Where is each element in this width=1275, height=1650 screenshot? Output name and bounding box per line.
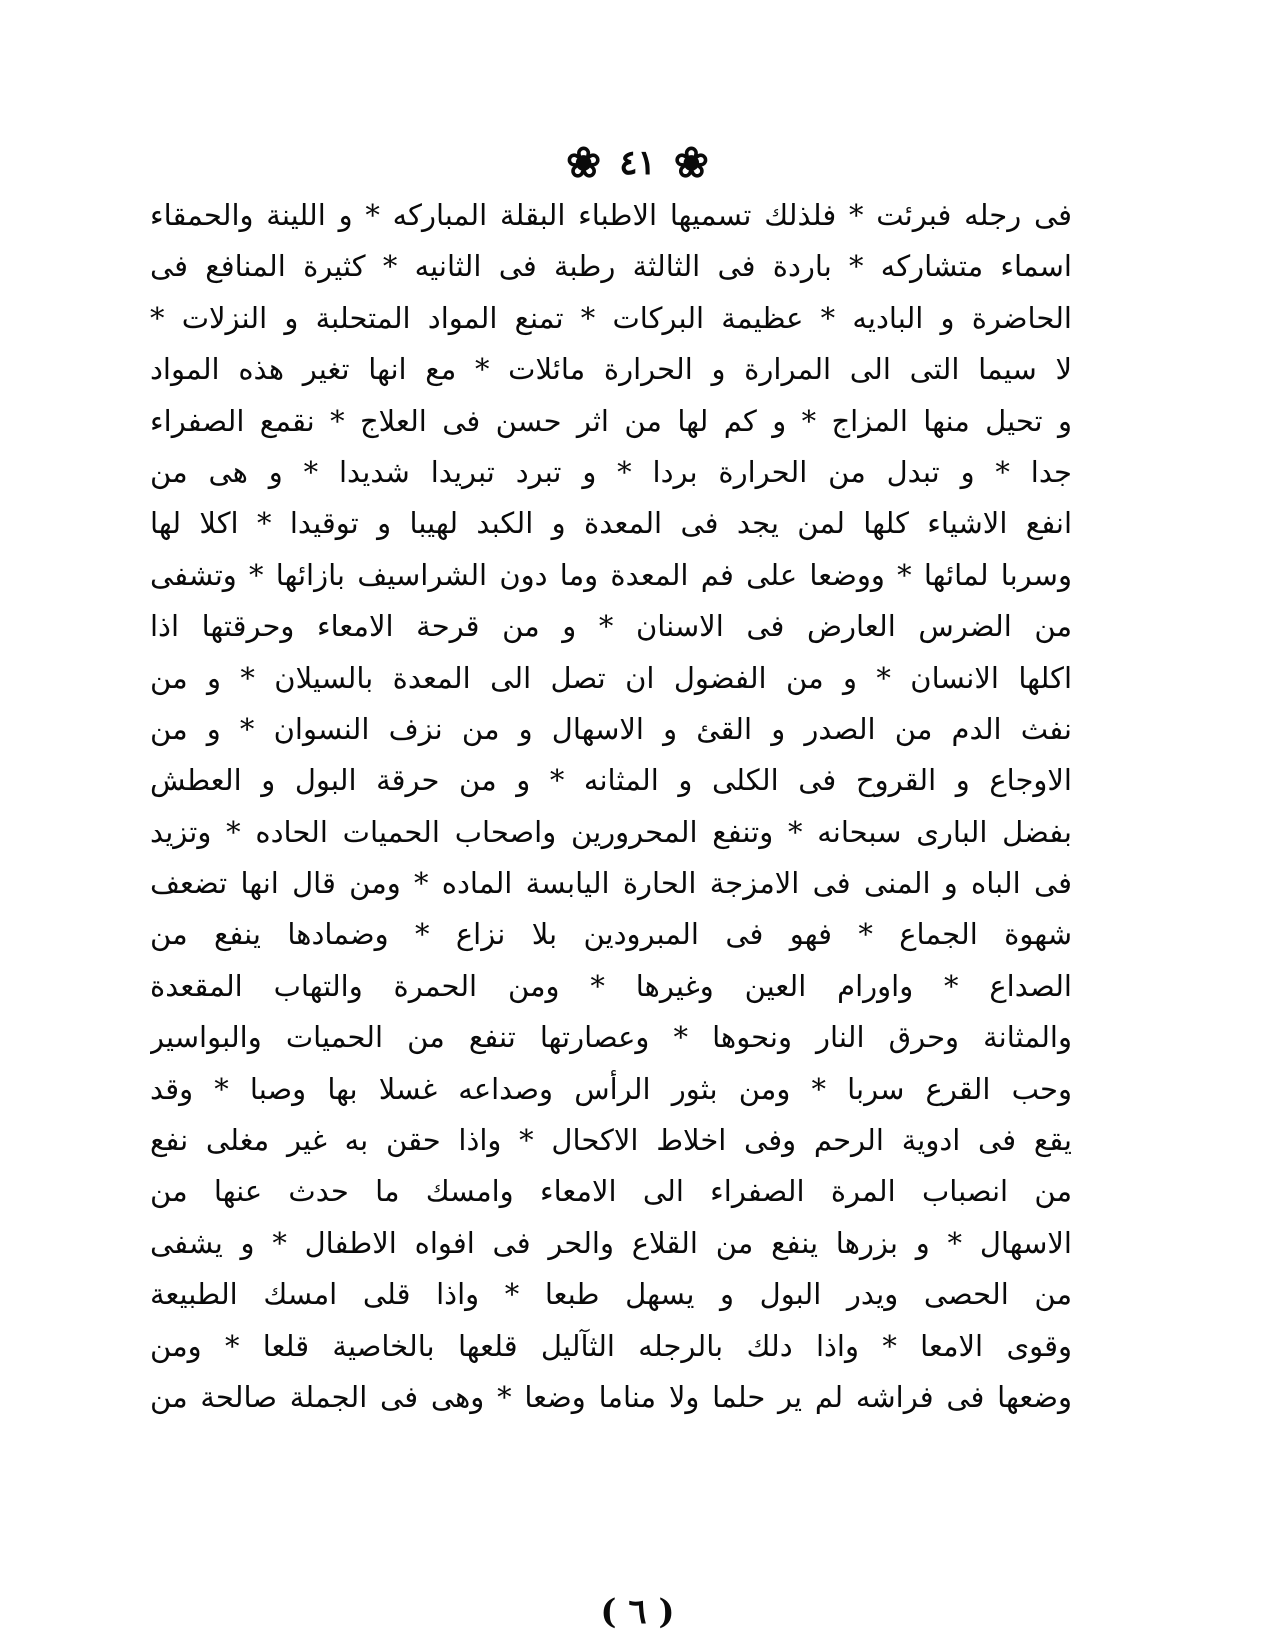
- text-line: فى رجله فبرئت * فلذلك تسميها الاطباء البقلة المباركه * و اللينة والحمقاء: [150, 198, 1072, 232]
- text-line: الاسهال * و بزرها ينفع من القلاع والحر فى افواه الاطفال * و يشفى: [150, 1225, 1072, 1260]
- page-number: ٤١: [619, 143, 656, 183]
- text-line: انفع الاشياء كلها لمن يجد فى المعدة و الكبد لهيبا و توقيدا * اكلا لها: [150, 506, 1072, 541]
- text-line: وحب القرع سربا * ومن بثور الرأس وصداعه غسلا بها وصبا * وقد: [150, 1071, 1072, 1106]
- text-line: من انصباب المرة الصفراء الى الامعاء وامسك ما حدث عنها من: [150, 1174, 1072, 1209]
- text-line: من الحصى ويدر البول و يسهل طبعا * واذا قلى امسك الطبيعة: [150, 1277, 1072, 1312]
- signature-mark: ( ٦ ): [600, 1592, 675, 1632]
- text-line: وسربا لمائها * ووضعا على فم المعدة وما دون الشراسيف بازائها * وتشفى: [150, 557, 1072, 592]
- text-line: من الضرس العارض فى الاسنان * و من قرحة الامعاء وحرقتها اذا: [150, 609, 1072, 644]
- text-line: الحاضرة و الباديه * عظيمة البركات * تمنع المواد المتحلبة و النزلات *: [150, 300, 1072, 335]
- body-text: [150, 190, 1072, 1423]
- flower-ornament-icon: ❀: [673, 138, 709, 187]
- text-line: لا سيما التى الى المرارة و الحرارة مائلات * مع انها تغير هذه المواد: [150, 352, 1072, 387]
- text-line: فى الباه و المنى فى الامزجة الحارة اليابسة الماده * ومن قال انها تضعف: [150, 866, 1072, 901]
- text-line: الصداع * واورام العين وغيرها * ومن الحمرة والتهاب المقعدة: [150, 968, 1072, 1003]
- text-line: يقع فى ادوية الرحم وفى اخلاط الاكحال * واذا حقن به غير مغلى نفع: [150, 1123, 1072, 1158]
- text-line: الاوجاع و القروح فى الكلى و المثانه * و من حرقة البول و العطش: [150, 763, 1072, 798]
- text-line: والمثانة وحرق النار ونحوها * وعصارتها تنفع من الحميات والبواسير: [150, 1020, 1072, 1055]
- text-line: بفضل البارى سبحانه * وتنفع المحرورين واصحاب الحميات الحاده * وتزيد: [150, 814, 1072, 849]
- flower-ornament-icon: ❀: [566, 138, 602, 187]
- text-line: شهوة الجماع * فهو فى المبرودين بلا نزاع * وضمادها ينفع من: [150, 917, 1072, 952]
- text-line: اسماء متشاركه * باردة فى الثالثة رطبة فى الثانيه * كثيرة المنافع فى: [150, 249, 1072, 284]
- text-line: و تحيل منها المزاج * و كم لها من اثر حسن فى العلاج * نقمع الصفراء: [150, 403, 1072, 438]
- text-line: اكلها الانسان * و من الفضول ان تصل الى المعدة بالسيلان * و من: [150, 660, 1072, 695]
- page-header: [0, 138, 1275, 188]
- text-line: وضعها فى فراشه لم ير حلما ولا مناما وضعا * وهى فى الجملة صالحة من: [150, 1379, 1072, 1414]
- text-line: جدا * و تبدل من الحرارة بردا * و تبرد تبريدا شديدا * و هى من: [150, 454, 1072, 489]
- text-line: نفث الدم من الصدر و القئ و الاسهال و من نزف النسوان * و من: [150, 711, 1072, 746]
- text-line: وقوى الامعا * واذا دلك بالرجله الثآليل قلعها بالخاصية قلعا * ومن: [150, 1328, 1072, 1363]
